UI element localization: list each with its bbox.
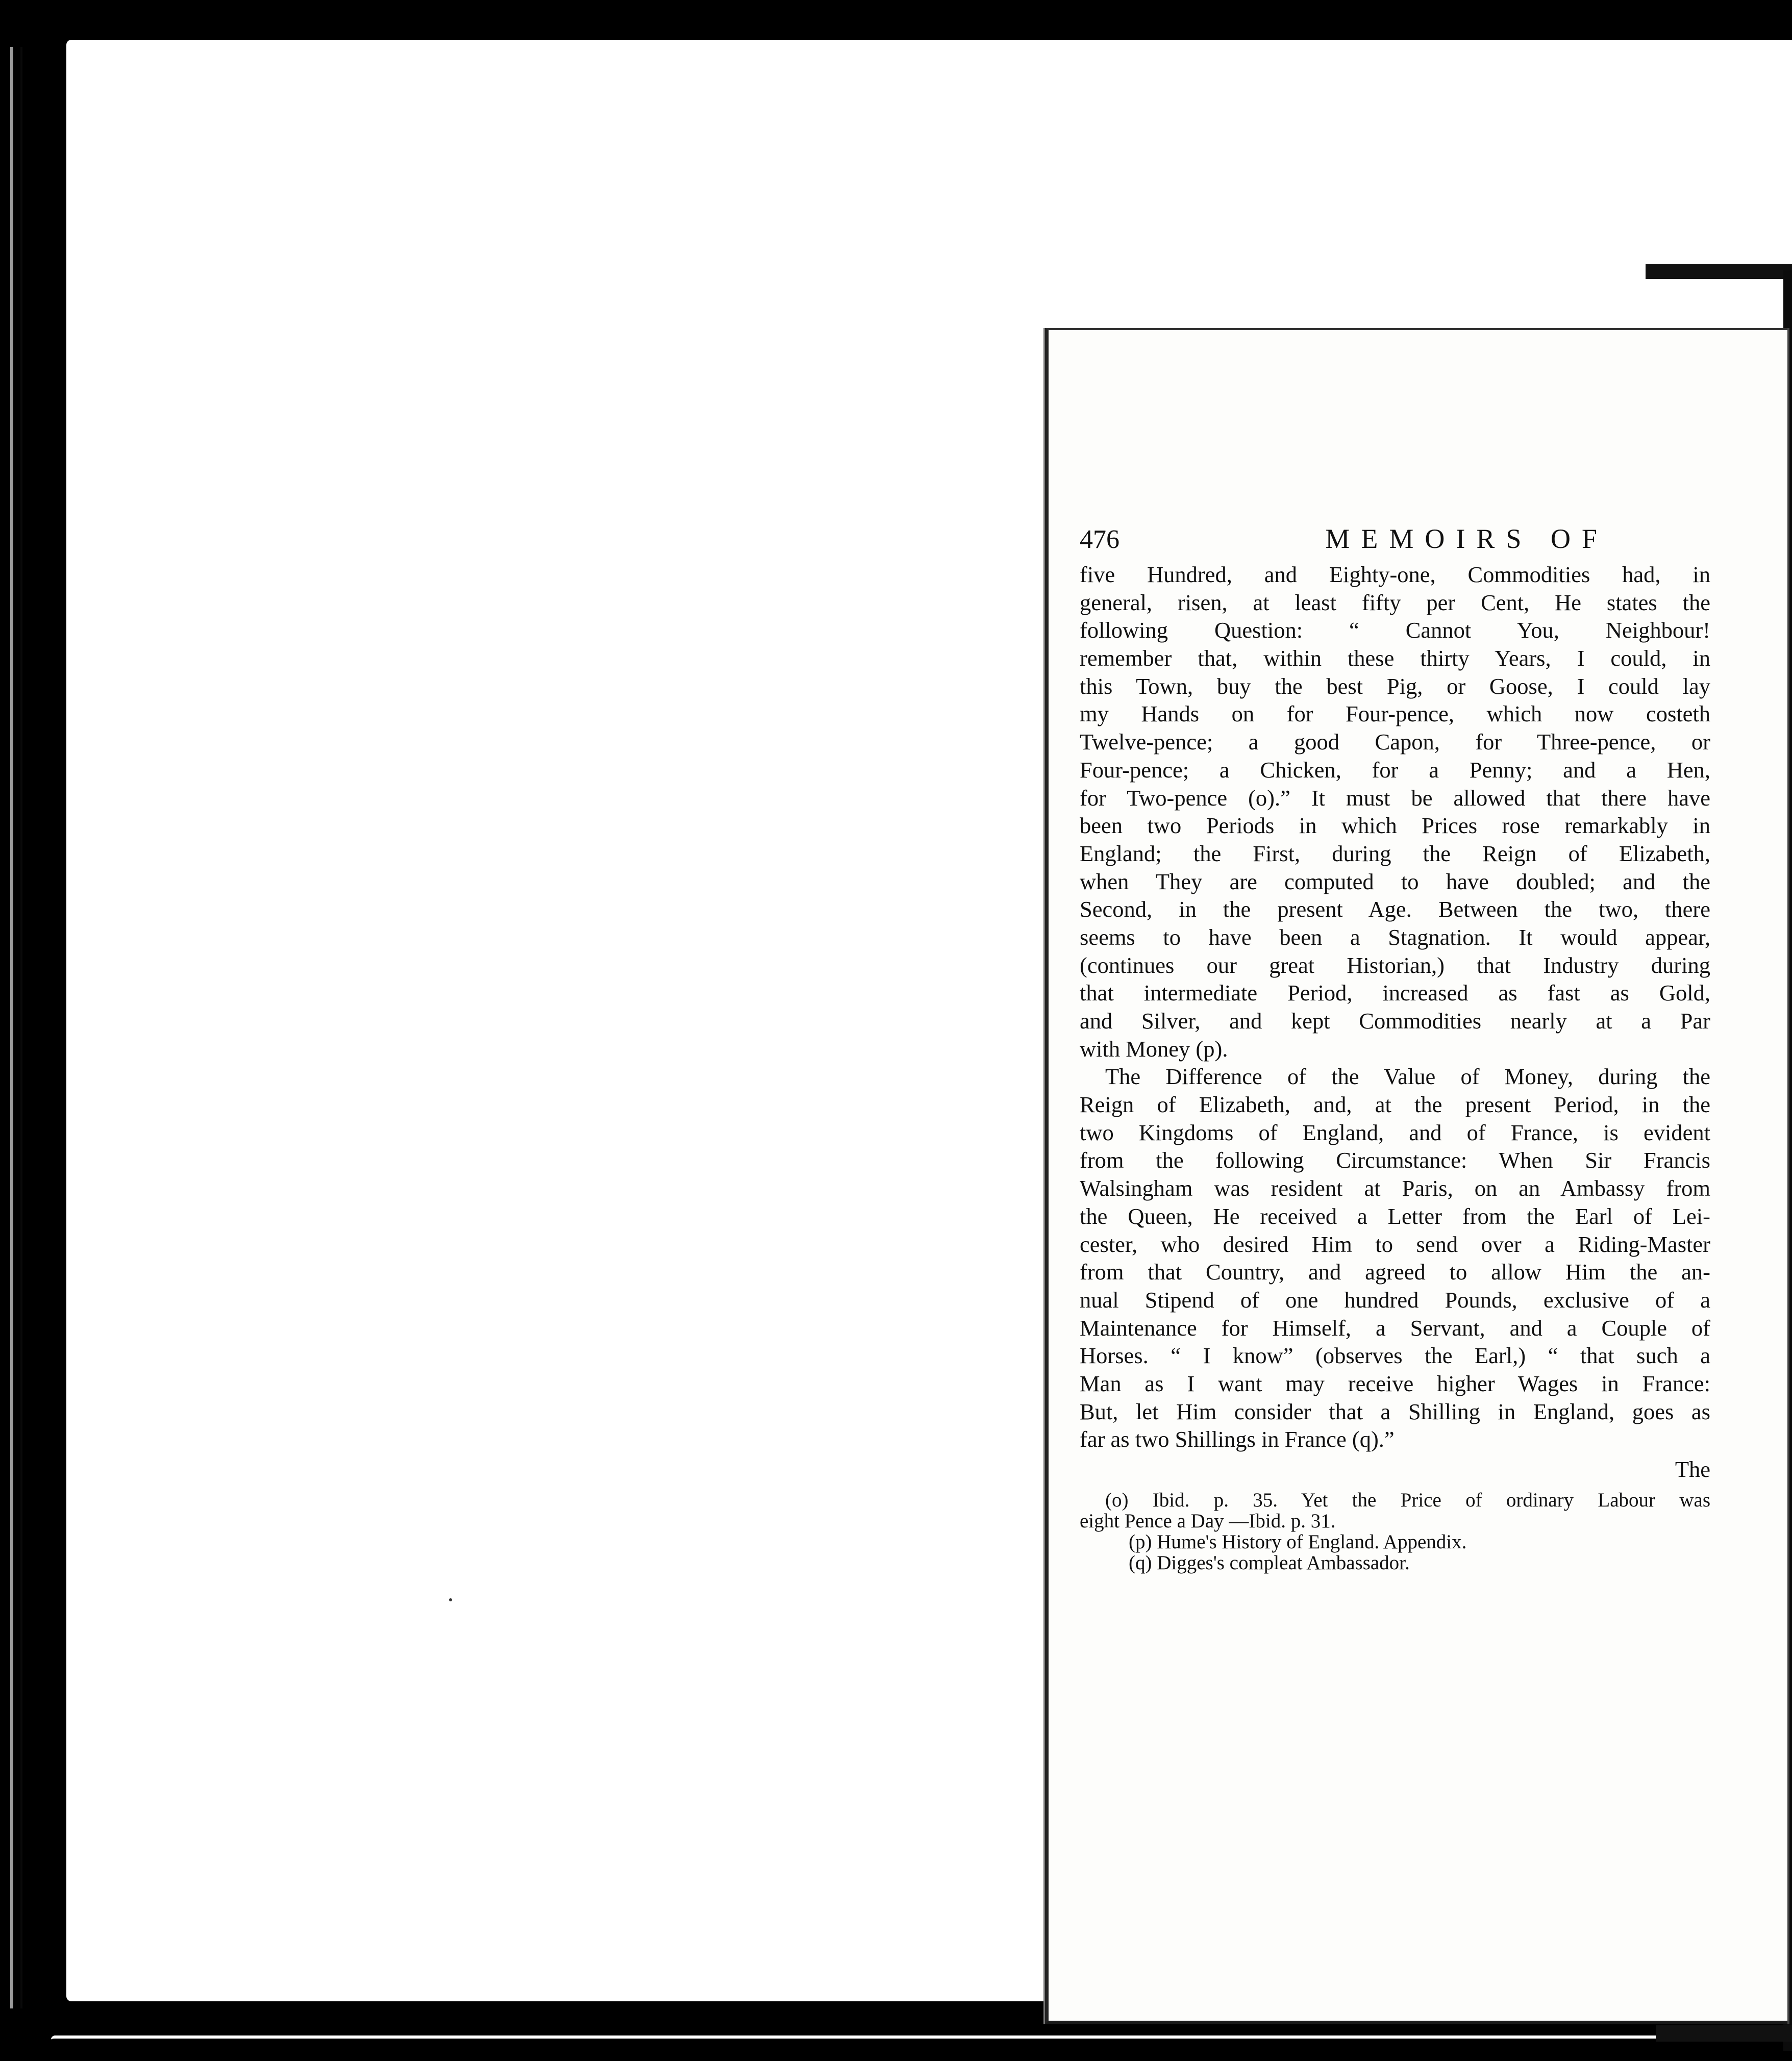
text-line: nual Stipend of one hundred Pounds, exclusive of a [1080,1287,1710,1313]
text-line: five Hundred, and Eighty-one, Commodities had, in [1080,562,1710,587]
footnote-line: (p) Hume's History of England. Appendix. [1129,1530,1467,1553]
book-cover-edge-bottom [1656,2025,1792,2042]
text-line: seems to have been a Stagnation. It would appear, [1080,924,1710,950]
text-line: Twelve-pence; a good Capon, for Three-pence, or [1080,729,1710,755]
text-line: Four-pence; a Chicken, for a Penny; and a Hen, [1080,757,1710,783]
body-text [1080,561,1710,1453]
footnote-line: eight Pence a Day —Ibid. p. 31. [1080,1510,1336,1532]
scan-speck [449,1598,452,1601]
text-line: from that Country, and agreed to allow Him the an- [1080,1259,1710,1285]
page-number: 476 [1080,525,1119,554]
scanner-left-edge [10,47,22,2008]
text-line: The Difference of the Value of Money, during the [1105,1064,1710,1090]
text-line: for Two-pence (o).” It must be allowed that there have [1080,785,1710,811]
text-line: remember that, within these thirty Years, I could, in [1080,645,1710,671]
catchword: The [1675,1456,1710,1482]
text-line: been two Periods in which Prices rose remarkably in [1080,813,1710,839]
text-line: from the following Circumstance: When Sir Francis [1080,1147,1710,1173]
text-line: this Town, buy the best Pig, or Goose, I could lay [1080,673,1710,699]
text-line: Walsingham was resident at Paris, on an Ambassy from [1080,1175,1710,1201]
text-line: Maintenance for Himself, a Servant, and a Couple of [1080,1315,1710,1341]
text-line: But, let Him consider that a Shilling in England, goes as [1080,1398,1710,1424]
page-text-block [1080,523,1710,1573]
scanner-bottom-edge [51,2035,1786,2059]
text-line: that intermediate Period, increased as fast as Gold, [1080,980,1710,1006]
scanner-top-border [0,0,1792,31]
text-line: following Question: “ Cannot You, Neighbour! [1080,617,1710,643]
text-line: my Hands on for Four-pence, which now costeth [1080,701,1710,727]
text-line: general, risen, at least fifty per Cent, He states the [1080,589,1710,615]
text-line: cester, who desired Him to send over a Riding-Master [1080,1231,1710,1257]
book-cover-edge-top [1646,264,1792,279]
text-line: Reign of Elizabeth, and, at the present Period, in the [1080,1092,1710,1118]
text-line: two Kingdoms of England, and of France, is evident [1080,1119,1710,1145]
text-line: Man as I want may receive higher Wages in France: [1080,1370,1710,1396]
text-line: the Queen, He received a Letter from the Earl of Lei- [1080,1203,1710,1229]
text-line: Second, in the present Age. Between the two, there [1080,896,1710,922]
text-line: England; the First, during the Reign of Elizabeth, [1080,840,1710,866]
text-line: Horses. “ I know” (observes the Earl,) “ that such a [1080,1343,1710,1369]
text-line: and Silver, and kept Commodities nearly at a Par [1080,1008,1710,1034]
footnote-line: (q) Digges's compleat Ambassador. [1129,1551,1410,1574]
text-line: when They are computed to have doubled; and the [1080,868,1710,894]
page-header [1080,523,1710,561]
text-line: far as two Shillings in France (q).” [1080,1426,1395,1452]
footnote-line: (o) Ibid. p. 35. Yet the Price of ordinary Labour was [1105,1489,1710,1511]
footnotes [1080,1490,1710,1573]
running-head: MEMOIRS OF [1325,523,1608,554]
text-line: (continues our great Historian,) that Industry during [1080,952,1710,978]
text-line: with Money (p). [1080,1036,1228,1062]
